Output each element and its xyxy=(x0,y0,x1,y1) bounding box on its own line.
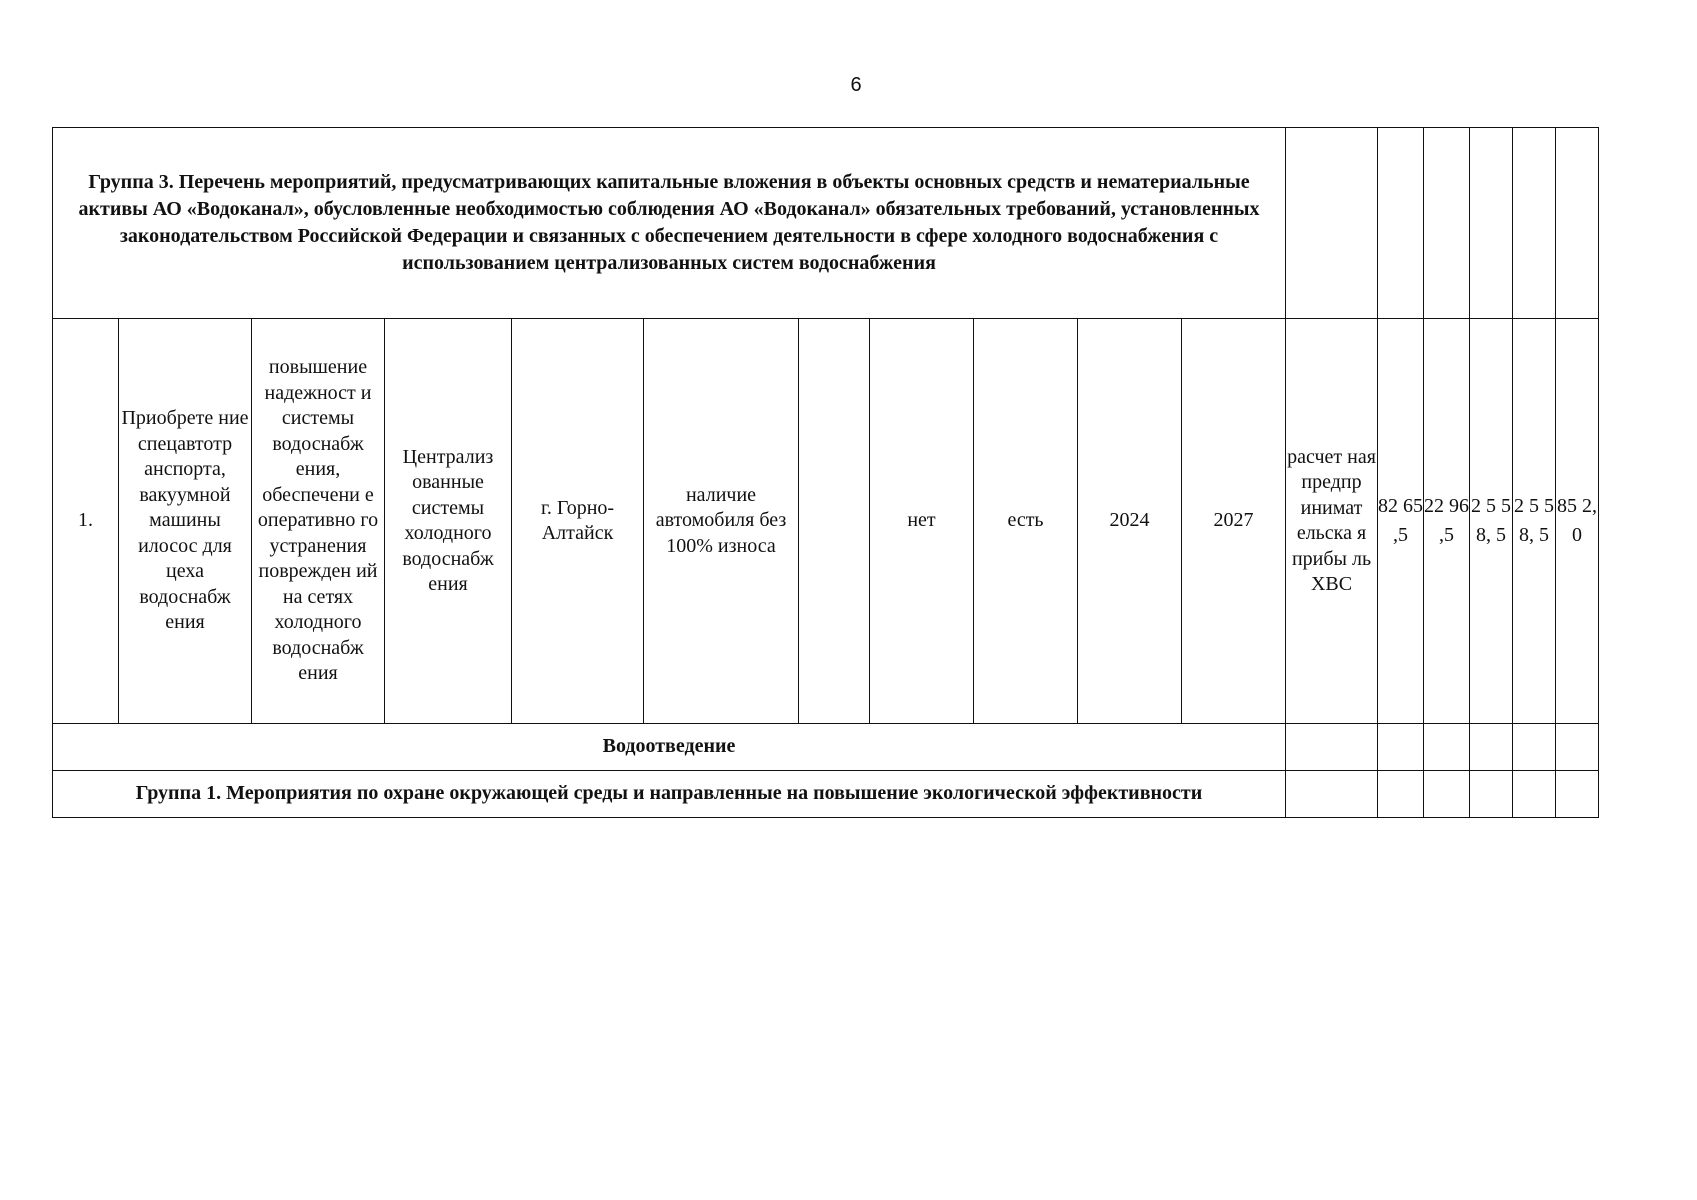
group3-header: Группа 3. Перечень мероприятий, предусматривающих капитальные вложения в объекты основных средств и нематериальные активы АО «Водоканал», обусловленные необходимостью соблюдения АО «Водоканал» обязательных требований, установленных законодательством Российской Федерации и связанных с обеспечением деятельности в сфере холодного водоснабжения с использованием централизованных систем водоснабжения xyxy=(53,128,1286,319)
empty-cell xyxy=(1556,128,1599,319)
empty-cell xyxy=(1556,771,1599,818)
group3-header-row xyxy=(53,128,1599,319)
indicator: наличие автомобиля без 100% износа xyxy=(644,319,799,724)
empty-cell xyxy=(1556,724,1599,771)
measure-name: Приобрете ние спецавтотр анспорта, вакуумной машины илосос для цеха водоснабж ения xyxy=(119,319,252,724)
row-number: 1. xyxy=(53,319,119,724)
location: г. Горно-Алтайск xyxy=(512,319,644,724)
empty-cell xyxy=(1378,724,1424,771)
empty-cell xyxy=(1378,128,1424,319)
empty-cell xyxy=(1424,771,1470,818)
empty-cell xyxy=(1513,771,1556,818)
group1-header-row xyxy=(53,771,1599,818)
cost-year-1: 22 96 ,5 xyxy=(1424,319,1470,724)
empty-cell xyxy=(1286,128,1378,319)
system-name: Централиз ованные системы холодного водоснабж ения xyxy=(385,319,512,724)
group1-header: Группа 1. Мероприятия по охране окружающей среды и направленные на повышение экологической эффективности xyxy=(53,771,1286,818)
cost-total: 82 65 ,5 xyxy=(1378,319,1424,724)
cost-year-3: 2 5 5 8, 5 xyxy=(1513,319,1556,724)
empty-cell xyxy=(1513,724,1556,771)
empty-cell xyxy=(1286,724,1378,771)
value-before: нет xyxy=(870,319,974,724)
section-row xyxy=(53,724,1599,771)
empty-cell xyxy=(1424,128,1470,319)
table-row xyxy=(53,319,1599,724)
empty-cell xyxy=(1513,128,1556,319)
empty-cell xyxy=(1470,724,1513,771)
end-year: 2027 xyxy=(1182,319,1286,724)
blank-cell xyxy=(799,319,870,724)
empty-cell xyxy=(1378,771,1424,818)
empty-cell xyxy=(1286,771,1378,818)
empty-cell xyxy=(1470,771,1513,818)
measure-goal: повышение надежност и системы водоснабж ения, обеспечени е оперативно го устранения поврежден ий на сетях холодного водоснабж ения xyxy=(252,319,385,724)
cost-year-4: 85 2, 0 xyxy=(1556,319,1599,724)
value-after: есть xyxy=(974,319,1078,724)
cost-year-2: 2 5 5 8, 5 xyxy=(1470,319,1513,724)
start-year: 2024 xyxy=(1078,319,1182,724)
section-wastewater: Водоотведение xyxy=(53,724,1286,771)
page-number: 6 xyxy=(850,74,862,96)
empty-cell xyxy=(1424,724,1470,771)
measures-table xyxy=(52,127,1599,818)
empty-cell xyxy=(1470,128,1513,319)
funding-source: расчет ная предпр инимат ельска я прибы ль ХВС xyxy=(1286,319,1378,724)
